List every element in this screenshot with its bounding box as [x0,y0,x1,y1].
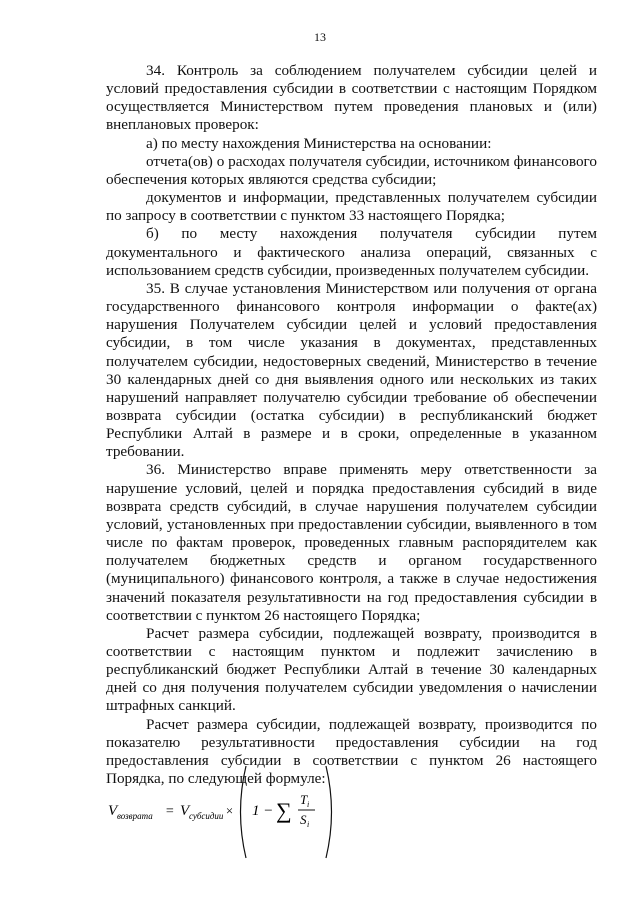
formula-equals: = [165,804,175,819]
formula-rhs-symbol: V [180,803,190,819]
formula-one-minus: 1 − [252,803,274,819]
formula-numerator: T [300,792,308,807]
formula-numerator-subscript: i [307,800,310,809]
paragraph-36-calculation: Расчет размера субсидии, подлежащей возврату, производится в соответствии с настоящим пунктом и подлежит зачислению в республиканский бюджет Республики Алтай в течение 30 календарных дней со дня получения получателем субсидии уведомления о начислении штрафных санкций. [106,624,597,715]
paragraph-36-formula-intro: Расчет размера субсидии, подлежащей возврату, производится по показателю результативности предоставления субсидии на год предоставления субсидии в соответствии с пунктом 26 настоящего Порядка, по следующей формуле: [106,715,597,788]
formula-right-paren [326,766,332,858]
formula-denominator: S [300,812,307,827]
paragraph-36: 36. Министерство вправе применять меру ответственности за нарушение условий, целей и порядка предоставления субсидий в виде возврата средств субсидий, в случае нарушения получателем субсидии условий, установленных при предоставлении субсидии, выявленного в том числе по фактам проверок, проведенных главным распорядителем как получателем бюджетных средств и органом государственного (муниципального) финансового контроля, а также в случае недостижения значений показателя результативности на год предоставления субсидии в соответствии с пунктом 26 настоящего Порядка; [106,461,597,624]
paragraph-34: 34. Контроль за соблюдением получателем субсидии целей и условий предоставления субсидии в соответствии с настоящим Порядком осуществляется Министерством путем проведения плановых и (или) внеплановых проверок: [106,62,597,134]
body-text [106,62,597,788]
paragraph-34-a: а) по месту нахождения Министерства на основании: [146,134,492,152]
paragraph-35: 35. В случае установления Министерством или получения от органа государственного финансового контроля информации о факте(ах) нарушения Получателем субсидии целей и условий предоставления субсидии, в том числе указания в документах, представленных получателем субсидии, недостоверных сведений, Министерство в течение 30 календарных дней со дня выявления одного или нескольких из таких нарушений направляет получателю субсидии требование об обеспечении возврата субсидии (остатка субсидии) в республиканский бюджет Республики Алтай в размере и в сроки, определенные в указанном требовании. [106,279,597,461]
paragraph-34-a-documents: документов и информации, представленных получателем субсидии по запросу в соответствии с пунктом 33 настоящего Порядка; [106,189,597,225]
paragraph-34-b: б) по месту нахождения получателя субсидии путем документального и фактического анализа операций, связанных с использованием средств субсидии, произведенных получателем субсидии. [106,225,597,279]
formula-rhs-subscript: субсидии [189,811,224,821]
refund-formula [108,764,348,860]
formula-sum: ∑ [276,798,292,823]
formula-lhs-symbol: V [108,803,118,819]
paragraph-34-a-reports: отчета(ов) о расходах получателя субсидии, источником финансового обеспечения которых являются средства субсидии; [106,152,597,188]
formula-denominator-subscript: i [307,820,310,829]
formula-lhs-subscript: возврата [117,811,153,821]
formula-left-paren [241,766,247,858]
formula-times: × [225,803,234,818]
page-number: 13 [314,30,326,44]
